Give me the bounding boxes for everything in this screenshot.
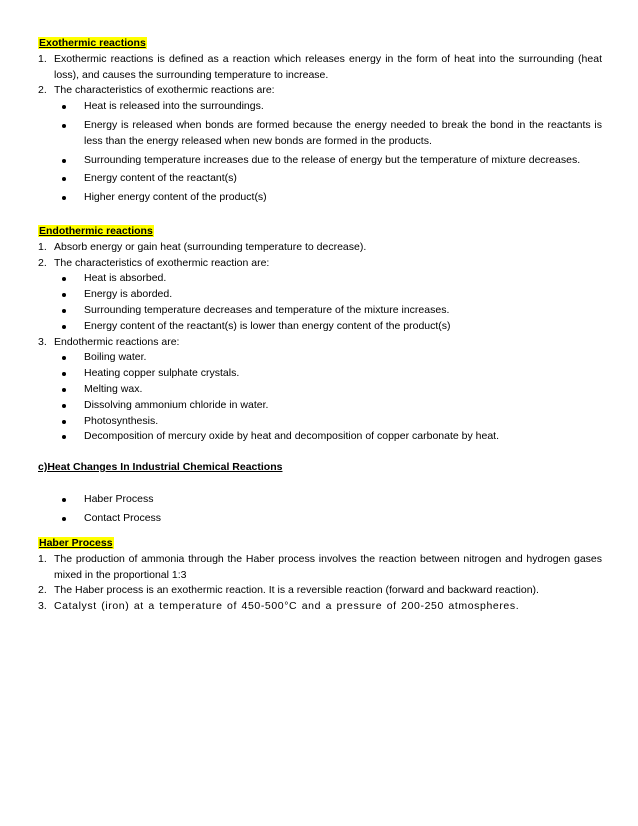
bullet-item: Energy is released when bonds are formed because the energy needed to break the bond in the reactants is less than the energy released when new bonds are formed in the products. [38, 118, 602, 150]
industrial-heading: c)Heat Changes In Industrial Chemical Reactions [38, 461, 283, 473]
bullet-item: Energy content of the reactant(s) [38, 171, 602, 187]
list-item [38, 335, 602, 351]
item-number: 3. [38, 335, 47, 348]
list-item [38, 83, 602, 99]
haber-heading: Haber Process [39, 537, 113, 549]
item-number: 2. [38, 84, 47, 97]
exothermic-section [38, 36, 602, 209]
item-number: 2. [38, 256, 47, 269]
list-item [38, 256, 602, 272]
endothermic-list [38, 240, 602, 272]
item-text: The characteristics of exothermic reactions are: [54, 84, 275, 97]
item-number: 2. [38, 584, 47, 597]
endothermic-examples [38, 350, 602, 445]
item-text: The Haber process is an exothermic reaction. It is a reversible reaction (forward and backward reaction). [54, 584, 539, 597]
industrial-section [38, 460, 602, 529]
exothermic-bullets [38, 99, 602, 206]
industrial-bullets [38, 492, 602, 527]
item-number: 3. [38, 600, 47, 613]
item-text: Catalyst (iron) at a temperature of 450-500°C and a pressure of 200-250 atmospheres. [54, 600, 520, 613]
item-text: Absorb energy or gain heat (surrounding temperature to decrease). [54, 240, 367, 253]
bullet-item: Surrounding temperature increases due to the release of energy but the temperature of mixture decreases. [38, 153, 602, 169]
bullet-item: Heating copper sulphate crystals. [38, 366, 602, 382]
endothermic-characteristics [38, 271, 602, 334]
bullet-item: Energy is aborded. [38, 287, 602, 303]
exothermic-list [38, 52, 602, 99]
item-text: The characteristics of exothermic reaction are: [54, 256, 270, 269]
endothermic-heading: Endothermic reactions [39, 225, 153, 237]
item-number: 1. [38, 52, 47, 65]
bullet-item: Boiling water. [38, 350, 602, 366]
haber-list [38, 552, 602, 615]
bullet-item: Energy content of the reactant(s) is lower than energy content of the product(s) [38, 319, 602, 335]
list-item [38, 583, 602, 599]
bullet-item: Decomposition of mercury oxide by heat and decomposition of copper carbonate by heat. [38, 429, 602, 445]
haber-section [38, 536, 602, 615]
bullet-item: Heat is absorbed. [38, 271, 602, 287]
endothermic-list-cont [38, 335, 602, 351]
bullet-item: Haber Process [38, 492, 602, 508]
bullet-item: Melting wax. [38, 382, 602, 398]
list-item [38, 552, 602, 584]
bullet-item: Photosynthesis. [38, 414, 602, 430]
list-item [38, 599, 602, 615]
list-item [38, 240, 602, 256]
bullet-item: Heat is released into the surroundings. [38, 99, 602, 115]
item-number: 1. [38, 240, 47, 253]
item-number: 1. [38, 552, 47, 565]
item-text: Exothermic reactions is defined as a reaction which releases energy in the form of heat into the surrounding (heat loss), and causes the surrounding temperature to increase. [54, 52, 602, 81]
item-text: Endothermic reactions are: [54, 335, 180, 348]
bullet-item: Surrounding temperature decreases and temperature of the mixture increases. [38, 303, 602, 319]
item-text: The production of ammonia through the Haber process involves the reaction between nitrogen and hydrogen gases mixed in the proportional 1:3 [54, 552, 602, 581]
bullet-item: Dissolving ammonium chloride in water. [38, 398, 602, 414]
endothermic-section [38, 224, 602, 445]
bullet-item: Higher energy content of the product(s) [38, 190, 602, 206]
list-item [38, 52, 602, 84]
exothermic-heading: Exothermic reactions [39, 37, 146, 49]
bullet-item: Contact Process [38, 511, 602, 527]
